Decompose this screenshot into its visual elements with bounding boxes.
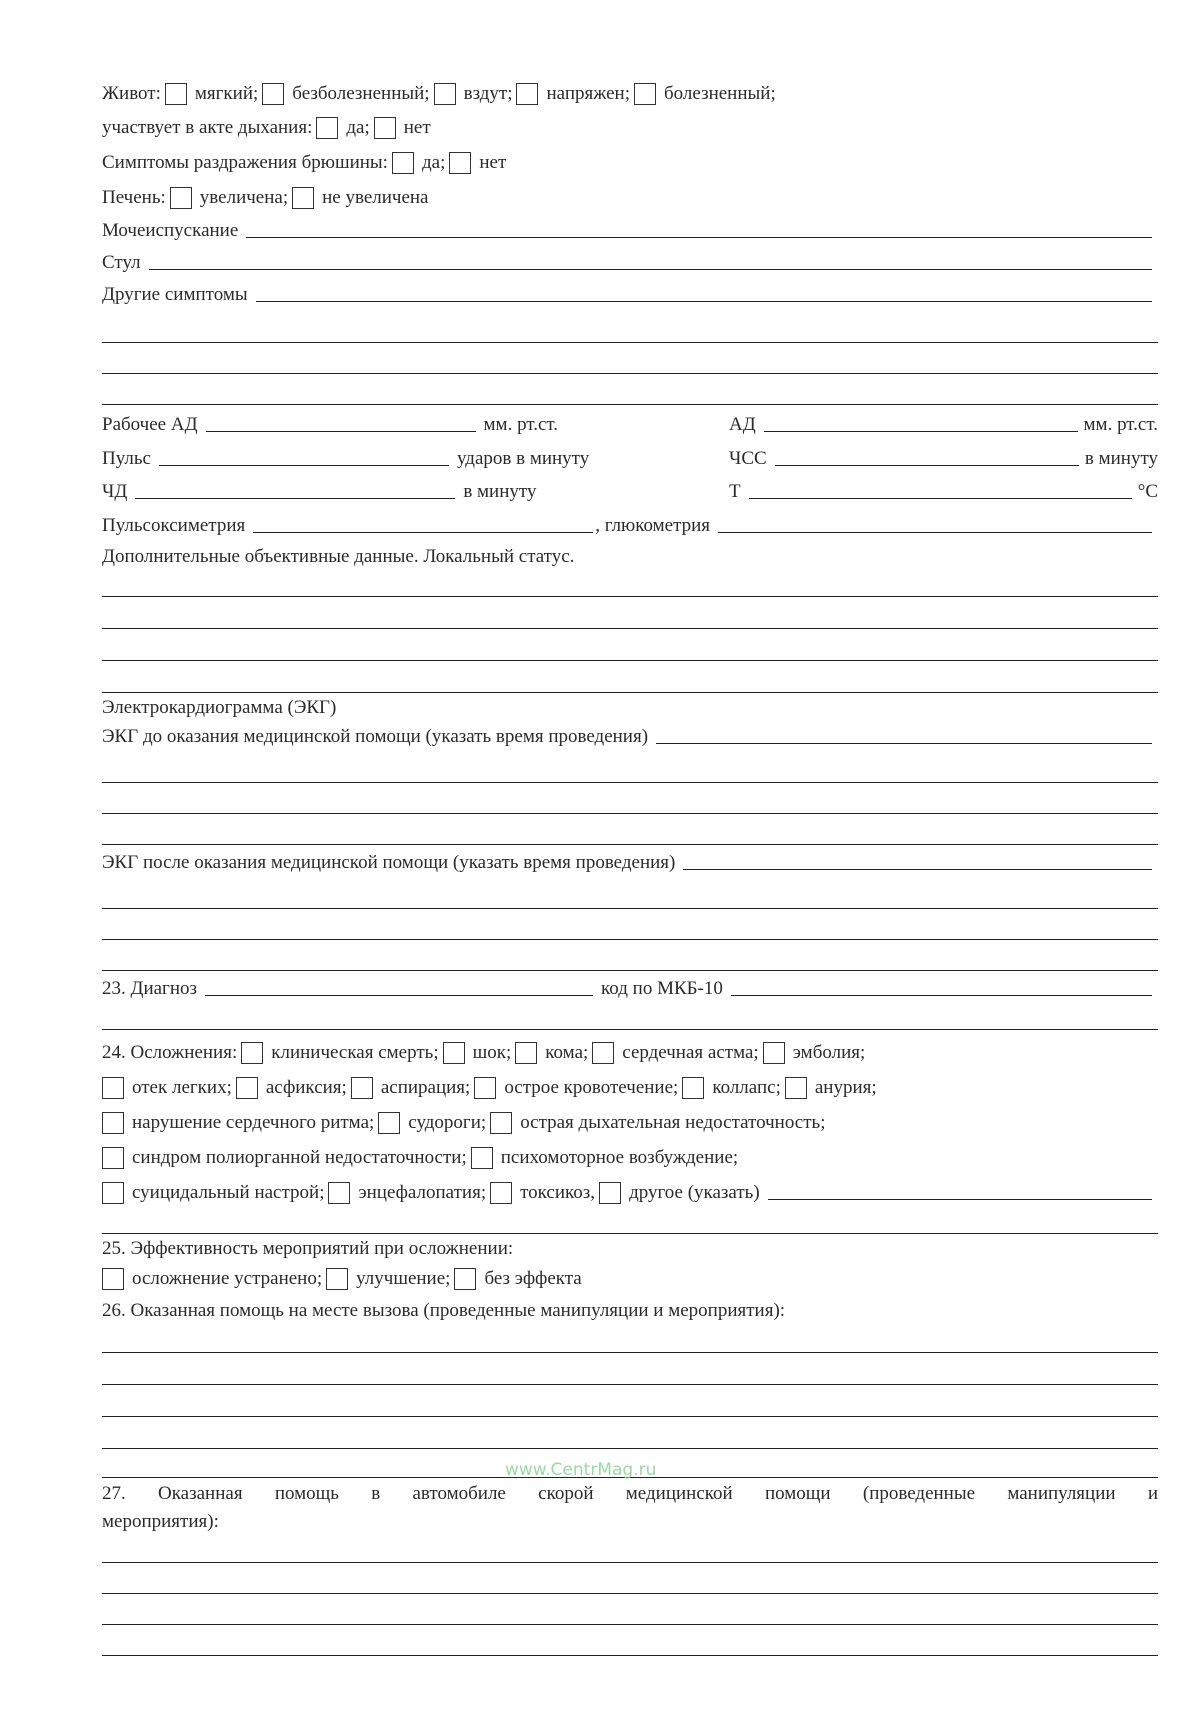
complication-checkbox[interactable] — [351, 1077, 373, 1099]
ecg-after-line-2[interactable] — [102, 908, 1158, 909]
temp-unit: °С — [1137, 481, 1158, 502]
ecg-before-label: ЭКГ до оказания медицинской помощи (указать время проведения) — [102, 726, 649, 747]
breathing-no-label: нет — [403, 117, 431, 138]
effectiveness-label: 25. Эффективность мероприятий при осложнении: — [102, 1238, 514, 1259]
pulse-unit: ударов в минуту — [456, 448, 590, 469]
diagnosis-field[interactable] — [205, 994, 593, 996]
other-symptoms-label: Другие симптомы — [102, 284, 248, 305]
ambulance-word: в — [371, 1483, 381, 1504]
eliminated-label: осложнение устранено; — [132, 1268, 323, 1289]
complication-label: психомоторное возбуждение; — [500, 1147, 739, 1168]
complication-label: нарушение сердечного ритма; — [132, 1112, 375, 1133]
complication-label: синдром полиорганной недостаточности; — [132, 1147, 467, 1168]
additional-line-3[interactable] — [102, 660, 1158, 661]
ecg-title: Электрокардиограмма (ЭКГ) — [102, 697, 337, 718]
complication-label: острое кровотечение; — [504, 1077, 679, 1098]
urination-row — [102, 220, 1158, 242]
bp-unit: мм. рт.ст. — [1083, 414, 1158, 435]
hr-field[interactable] — [775, 464, 1079, 466]
pulse-row — [102, 448, 589, 470]
breathing-yes-label: да; — [346, 117, 370, 138]
ambulance-word: автомобиле — [412, 1483, 506, 1504]
ecg-after-line-3[interactable] — [102, 939, 1158, 940]
ecg-before-field[interactable] — [656, 742, 1152, 744]
complication-checkbox[interactable] — [378, 1112, 400, 1134]
onsite-line-1[interactable] — [102, 1352, 1158, 1353]
bp-label: АД — [729, 414, 756, 435]
peritoneal-no-checkbox[interactable] — [449, 152, 471, 174]
complication-checkbox[interactable] — [443, 1042, 465, 1064]
watermark: www.CentrMag.ru — [505, 1460, 657, 1480]
ecg-after-line-4[interactable] — [102, 970, 1158, 971]
complication-label: асфиксия; — [265, 1077, 347, 1098]
complication-label: кома; — [545, 1042, 589, 1063]
complication-label: клиническая смерть; — [271, 1042, 439, 1063]
abdomen-painful-label: болезненный; — [664, 83, 776, 104]
ambulance-label-continued: мероприятия): — [102, 1511, 219, 1532]
complication-label: аспирация; — [380, 1077, 471, 1098]
complication-checkbox[interactable] — [471, 1147, 493, 1169]
complication-checkbox[interactable] — [763, 1042, 785, 1064]
diagnosis-label: 23. Диагноз — [102, 978, 198, 999]
complication-checkbox[interactable] — [474, 1077, 496, 1099]
complication-checkbox[interactable] — [328, 1182, 350, 1204]
bp-field[interactable] — [764, 430, 1078, 432]
ambulance-row-2 — [102, 1511, 219, 1533]
complication-checkbox[interactable] — [490, 1112, 512, 1134]
work-bp-label: Рабочее АД — [102, 414, 198, 435]
oximetry-field[interactable] — [253, 531, 593, 533]
liver-enlarged-checkbox[interactable] — [170, 187, 192, 209]
ambulance-word: манипуляции — [1007, 1483, 1116, 1504]
temp-field[interactable] — [749, 497, 1132, 499]
breathing-no-checkbox[interactable] — [374, 117, 396, 139]
liver-row — [102, 187, 429, 209]
breathing-row — [102, 117, 431, 139]
stool-label: Стул — [102, 252, 141, 273]
additional-line-2[interactable] — [102, 628, 1158, 629]
liver-not-enlarged-checkbox[interactable] — [292, 187, 314, 209]
complications-label: 24. Осложнения: — [102, 1042, 238, 1063]
complications-row-1 — [102, 1042, 865, 1064]
diagnosis-line-2[interactable] — [102, 1029, 1158, 1030]
rr-unit: в минуту — [463, 481, 537, 502]
ambulance-word: (проведенные — [862, 1483, 976, 1504]
ambulance-word: скорой — [538, 1483, 594, 1504]
abdomen-row — [102, 83, 776, 105]
icd-label: код по МКБ-10 — [601, 978, 723, 999]
complications-row-3 — [98, 1112, 826, 1134]
liver-enlarged-label: увеличена; — [199, 187, 289, 208]
complication-checkbox[interactable] — [102, 1077, 124, 1099]
other-symptoms-line-4[interactable] — [102, 404, 1158, 405]
complication-label: шок; — [472, 1042, 512, 1063]
peritoneal-label: Симптомы раздражения брюшины: — [102, 152, 388, 173]
eliminated-checkbox[interactable] — [102, 1268, 124, 1290]
ecg-before-line-2[interactable] — [102, 782, 1158, 783]
complication-checkbox[interactable] — [102, 1112, 124, 1134]
peritoneal-yes-checkbox[interactable] — [392, 152, 414, 174]
urination-field[interactable] — [246, 236, 1152, 238]
pulse-label: Пульс — [102, 448, 151, 469]
complications-row-2 — [98, 1077, 877, 1099]
additional-line-4[interactable] — [102, 692, 1158, 693]
ambulance-word: 27. — [102, 1483, 126, 1504]
oximetry-label: Пульсоксиметрия — [102, 515, 246, 536]
complication-checkbox[interactable] — [599, 1182, 621, 1204]
ecg-after-row — [102, 852, 1158, 874]
glucometry-label: , глюкометрия — [595, 515, 711, 536]
abdomen-bloated-label: вздут; — [463, 83, 513, 104]
complication-label: коллапс; — [712, 1077, 781, 1098]
urination-label: Мочеиспускание — [102, 220, 239, 241]
other-symptoms-field[interactable] — [256, 300, 1152, 302]
complication-checkbox[interactable] — [592, 1042, 614, 1064]
improvement-checkbox[interactable] — [326, 1268, 348, 1290]
complication-label: сердечная астма; — [622, 1042, 759, 1063]
effectiveness-options-row — [98, 1268, 582, 1290]
hr-unit: в минуту — [1084, 448, 1158, 469]
rr-field[interactable] — [135, 497, 455, 499]
diagnosis-row — [102, 978, 1158, 1000]
complication-checkbox[interactable] — [102, 1147, 124, 1169]
complications-line-2[interactable] — [102, 1233, 1158, 1234]
rr-row — [102, 481, 536, 503]
work-bp-unit: мм. рт.ст. — [483, 414, 559, 435]
glucometry-field[interactable] — [718, 531, 1152, 533]
onsite-line-3[interactable] — [102, 1416, 1158, 1417]
additional-line-1[interactable] — [102, 596, 1158, 597]
ambulance-word: Оказанная — [158, 1483, 243, 1504]
abdomen-label: Живот: — [102, 83, 161, 104]
complication-label: анурия; — [814, 1077, 877, 1098]
hr-label: ЧСС — [729, 448, 767, 469]
oximetry-row — [102, 515, 1158, 537]
liver-label: Печень: — [102, 187, 166, 208]
abdomen-painful-checkbox[interactable] — [634, 83, 656, 105]
complication-other-field[interactable] — [768, 1198, 1152, 1200]
breathing-label: участвует в акте дыхания: — [102, 117, 313, 138]
abdomen-bloated-checkbox[interactable] — [434, 83, 456, 105]
onsite-row — [102, 1300, 785, 1322]
complication-label: острая дыхательная недостаточность; — [520, 1112, 826, 1133]
icd-field[interactable] — [731, 994, 1152, 996]
ambulance-word: медицинской — [625, 1483, 733, 1504]
complication-label: отек легких; — [132, 1077, 232, 1098]
complication-checkbox[interactable] — [785, 1077, 807, 1099]
abdomen-painless-checkbox[interactable] — [262, 83, 284, 105]
ambulance-word: помощь — [274, 1483, 339, 1504]
liver-not-enlarged-label: не увеличена — [322, 187, 429, 208]
abdomen-soft-label: мягкий; — [194, 83, 259, 104]
peritoneal-row — [102, 152, 506, 174]
work-bp-row — [102, 414, 558, 436]
abdomen-tense-checkbox[interactable] — [516, 83, 538, 105]
pulse-field[interactable] — [159, 464, 449, 466]
ecg-title-row — [102, 697, 336, 719]
complications-row-4 — [98, 1147, 738, 1169]
complication-checkbox[interactable] — [515, 1042, 537, 1064]
bp-row — [729, 414, 1158, 436]
ecg-before-line-3[interactable] — [102, 813, 1158, 814]
ecg-before-line-4[interactable] — [102, 844, 1158, 845]
effectiveness-title-row — [102, 1238, 513, 1260]
ambulance-line-1[interactable] — [102, 1562, 1158, 1563]
ambulance-row-1 — [102, 1483, 1158, 1505]
stool-field[interactable] — [149, 268, 1152, 270]
temp-row — [729, 481, 1158, 503]
ambulance-line-2[interactable] — [102, 1593, 1158, 1594]
onsite-line-4[interactable] — [102, 1448, 1158, 1449]
complication-checkbox[interactable] — [682, 1077, 704, 1099]
abdomen-soft-checkbox[interactable] — [165, 83, 187, 105]
no-effect-checkbox[interactable] — [454, 1268, 476, 1290]
complication-label: другое (указать) — [629, 1182, 760, 1203]
complication-label: суицидальный настрой; — [132, 1182, 325, 1203]
complication-checkbox[interactable] — [102, 1182, 124, 1204]
complication-checkbox[interactable] — [490, 1182, 512, 1204]
ambulance-line-3[interactable] — [102, 1624, 1158, 1625]
complication-checkbox[interactable] — [236, 1077, 258, 1099]
other-symptoms-row — [102, 284, 1158, 306]
ecg-after-field[interactable] — [683, 868, 1152, 870]
ambulance-word: и — [1147, 1483, 1158, 1504]
hr-row — [729, 448, 1158, 470]
rr-label: ЧД — [102, 481, 128, 502]
additional-label: Дополнительные объективные данные. Локальный статус. — [102, 546, 575, 567]
stool-row — [102, 252, 1158, 274]
ambulance-line-4[interactable] — [102, 1655, 1158, 1656]
complication-label: энцефалопатия; — [358, 1182, 487, 1203]
ecg-before-row — [102, 726, 1158, 748]
complication-label: токсикоз, — [520, 1182, 596, 1203]
complication-label: судороги; — [408, 1112, 487, 1133]
abdomen-painless-label: безболезненный; — [292, 83, 430, 104]
breathing-yes-checkbox[interactable] — [316, 117, 338, 139]
peritoneal-no-label: нет — [479, 152, 507, 173]
complication-checkbox[interactable] — [241, 1042, 263, 1064]
work-bp-field[interactable] — [206, 430, 476, 432]
other-symptoms-line-2[interactable] — [102, 342, 1158, 343]
no-effect-label: без эффекта — [484, 1268, 582, 1289]
peritoneal-yes-label: да; — [421, 152, 446, 173]
ambulance-word: помощи — [764, 1483, 831, 1504]
other-symptoms-line-3[interactable] — [102, 373, 1158, 374]
temp-label: Т — [729, 481, 741, 502]
improvement-label: улучшение; — [356, 1268, 451, 1289]
onsite-label: 26. Оказанная помощь на месте вызова (проведенные манипуляции и мероприятия): — [102, 1300, 786, 1321]
onsite-line-2[interactable] — [102, 1384, 1158, 1385]
ecg-after-label: ЭКГ после оказания медицинской помощи (указать время проведения) — [102, 852, 676, 873]
complication-label: эмболия; — [792, 1042, 866, 1063]
complications-row-5 — [98, 1182, 1158, 1204]
abdomen-tense-label: напряжен; — [546, 83, 630, 104]
additional-row — [102, 546, 574, 568]
